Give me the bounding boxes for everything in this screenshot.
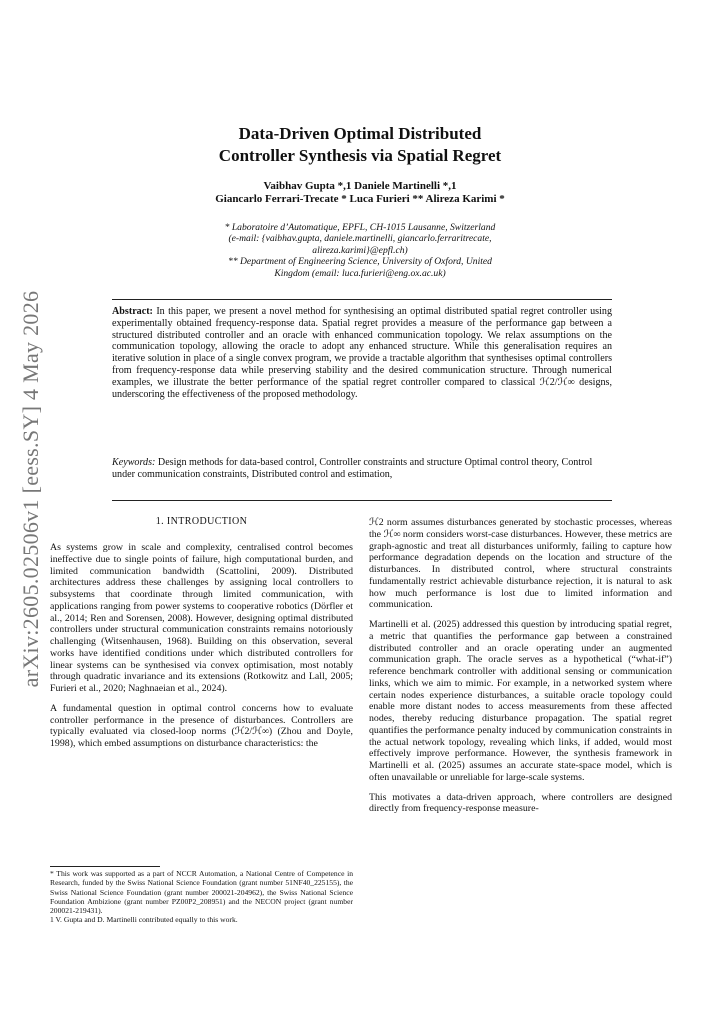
footnotes [50,869,353,925]
abstract-text: In this paper, we present a novel method for synthesising an optimal distributed spatial regret controller using experimentally obtained frequency-response data. Spatial regret provides a measure of the performance gap between a structured distributed controller and an oracle with enhanced communication topology. We relax assumptions on the communication topology, allowing the oracle to adopt any enhanced structure. While this generalisation requires an iterative solution in place of a single convex program, we provide a tractable algorithm that synthesises optimal controllers from frequency-response data while preserving stability and the desired communication structure. Through numerical examples, we illustrate the better performance of the spatial regret controller compared to classical ℋ2/ℋ∞ designs, underscoring the effectiveness of the proposed methodology. [112,306,612,400]
authors-line-2: Giancarlo Ferrari-Trecate * Luca Furieri ** Alireza Karimi * [215,193,505,205]
right-column [369,517,672,823]
paragraph: As systems grow in scale and complexity, centralised control becomes ineffective due to single points of failure, high computational burden, and limited communication bandwidth (Scattolini, 2009). Distributed architectures address these challenges by assigning local controllers to subsystems that coordinate through limited communication, with applications ranging from power systems to cooperative robotics (Dörfler et al., 2014; Ren and Sorensen, 2008). However, designing optimal distributed controllers under structural communication constraints remains notoriously challenging (Witsenhausen, 1968). Building on this observation, several works have identified conditions under which distributed controllers for linear systems can be synthesised via convex optimisation, most notably through quadratic invariance and its extensions (Rotkowitz and Lall, 2005; Furieri et al., 2020; Naghnaeian et al., 2024). [50,542,353,694]
keywords-label: Keywords: [112,457,156,468]
abstract-label: Abstract: [112,306,153,317]
paragraph: A fundamental question in optimal control concerns how to evaluate controller performance in the presence of disturbances. Controllers are typically evaluated via closed-loop norms (ℋ2/ℋ∞) (Zhou and Doyle, 1998), which embed assumptions on disturbance characteristics: the [50,702,353,749]
keywords-block [112,457,612,481]
authors-line-1: Vaibhav Gupta *,1 Daniele Martinelli *,1 [263,180,457,192]
footnote: 1 V. Gupta and D. Martinelli contributed equally to this work. [50,915,238,925]
affiliation-line: (e-mail: {vaibhav.gupta, daniele.martinelli, giancarlo.ferraritrecate, [228,233,492,245]
paper-title [110,123,610,167]
author-list [110,180,610,206]
footnote: * This work was supported as a part of NCCR Automation, a National Centre of Competence in Research, funded by the Swiss National Science Foundation (grant number 51NF40_225155), the Swiss National Science Foundation (grant number 200021-204962), the Swiss National Science Foundation Ambizione (grant number PZ00P2_208951) and the NECON project (grant number 200021-219431). [50,869,353,916]
section-heading: 1. INTRODUCTION [155,516,248,527]
arxiv-identifier: arXiv:2605.02506v1 [eess.SY] 4 May 2026 [18,290,43,688]
affiliation-line: Kingdom (email: luca.furieri@eng.ox.ac.uk) [274,267,446,279]
affiliation-line: * Laboratoire d’Automatique, EPFL, CH-1015 Lausanne, Switzerland [224,222,496,233]
paragraph: This motivates a data-driven approach, where controllers are designed directly from frequency-response measure- [369,791,672,815]
affiliation-line: alireza.karimi}@epfl.ch) [312,244,408,256]
affiliation-line: ** Department of Engineering Science, University of Oxford, United [228,256,492,268]
affiliations [160,222,560,279]
title-line-1: Data-Driven Optimal Distributed [238,124,482,143]
keywords-bottom-rule [112,500,612,501]
footnote-rule [50,866,160,867]
keywords-text: Design methods for data-based control, Controller constraints and structure Optimal control theory, Control under communication constraints, Distributed control and estimation, [112,457,593,480]
left-column [50,542,353,758]
paragraph: ℋ2 norm assumes disturbances generated by stochastic processes, whereas the ℋ∞ norm considers worst-case disturbances. However, these metrics are graph-agnostic and treat all disturbances uniformly, failing to capture how performance degradation depends on the location and structure of the disturbances. In distributed control, where structural constraints fundamentally restrict achievable disturbance rejection, it is natural to ask how much performance is lost due to limited information and communication. [369,517,672,611]
title-line-2: Controller Synthesis via Spatial Regret [218,146,502,165]
abstract-top-rule [112,299,612,300]
abstract-block [112,306,612,400]
paragraph: Martinelli et al. (2025) addressed this question by introducing spatial regret, a metric that quantifies the performance gap between a constrained distributed controller and an oracle operating under an augmented communication graph. The oracle serves as a hypothetical (“what-if”) reference benchmark controller with additional sensing or communication links, which we aim to mimic. For example, in a networked system where certain nodes experience disturbances, a suitable oracle topology could enable more distant nodes to access measurements from these affected nodes, thereby reducing disturbance propagation. The spatial regret quantifies the performance penalty induced by communication constraints in the actual network topology, revealing which links, if added, would most effectively improve performance. However, the synthesis framework in Martinelli et al. (2025) assumes an accurate state-space model, which is often unavailable or unreliable for large-scale systems. [369,619,672,783]
